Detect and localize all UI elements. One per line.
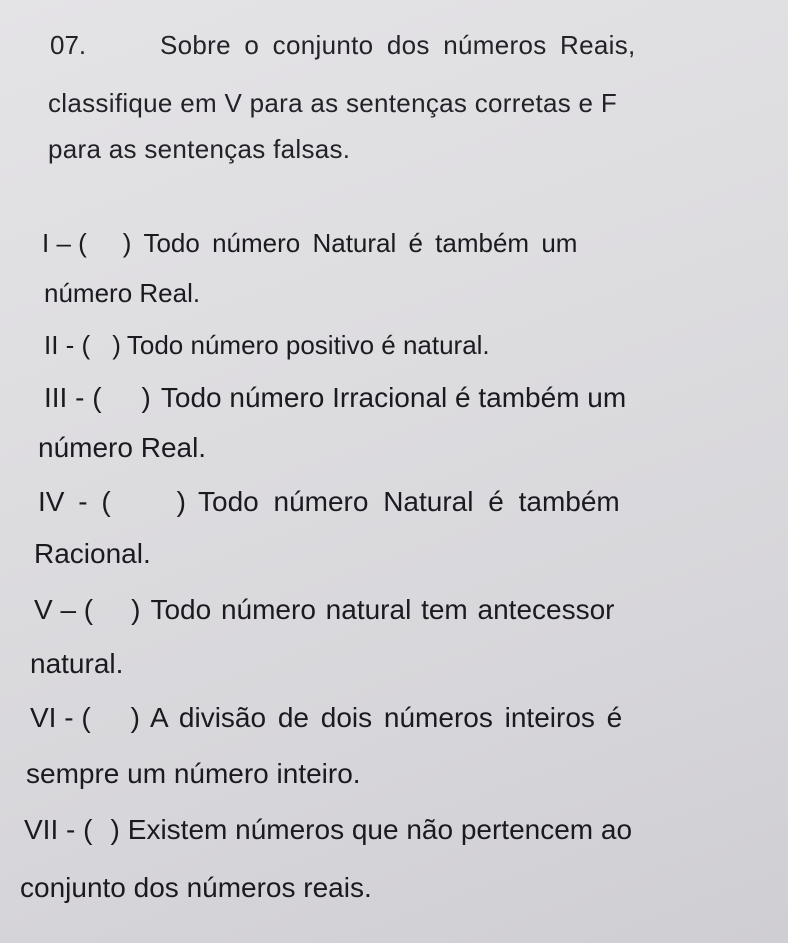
item-i-line-2: número Real. <box>44 278 201 308</box>
item-v-line-2: natural. <box>30 648 124 679</box>
question-number: 07. <box>50 30 87 60</box>
item-vi-line-2: sempre um número inteiro. <box>26 758 361 789</box>
item-vi-text: A divisão de dois números inteiros é <box>150 702 623 733</box>
item-ii-close: ) <box>112 330 121 360</box>
item-vii-line-1 <box>24 814 632 846</box>
item-i-text: Todo número Natural é também um <box>143 228 578 258</box>
item-vii-line-2: conjunto dos números reais. <box>20 872 372 903</box>
item-iv-line-1 <box>38 486 620 518</box>
item-iii-line-2: número Real. <box>38 432 207 463</box>
item-iv-close: ) <box>176 486 186 517</box>
item-iii-line-1 <box>44 382 626 414</box>
item-iv-line-2: Racional. <box>34 538 151 569</box>
item-ii-line-1 <box>44 330 490 361</box>
item-vii-marker: VII - ( <box>24 814 93 845</box>
item-iv-marker: IV - ( <box>38 486 111 517</box>
item-vii-close: ) <box>110 814 120 845</box>
question-prompt-line-2: classifique em V para as sentenças corretas e F <box>48 88 618 118</box>
item-vi-marker: VI - ( <box>30 702 91 733</box>
item-v-marker: V – ( <box>34 594 94 625</box>
item-v-close: ) <box>131 594 141 625</box>
item-i-line-1 <box>42 228 577 259</box>
item-ii-marker: II - ( <box>44 330 91 360</box>
question-prompt-line-1: Sobre o conjunto dos números Reais, <box>160 30 636 60</box>
question-prompt-line-3: para as sentenças falsas. <box>48 134 351 164</box>
item-vi-close: ) <box>130 702 140 733</box>
item-i-close: ) <box>122 228 132 258</box>
item-vi-line-1 <box>30 702 622 734</box>
item-v-text: Todo número natural tem antecessor <box>150 594 615 625</box>
item-i-marker: I – ( <box>42 228 87 258</box>
item-iii-text: Todo número Irracional é também um <box>160 382 627 413</box>
item-iii-marker: III - ( <box>44 382 102 413</box>
item-v-line-1 <box>34 594 615 626</box>
item-iii-close: ) <box>141 382 151 413</box>
item-iv-text: Todo número Natural é também <box>198 486 620 517</box>
item-ii-text: Todo número positivo é natural. <box>126 330 490 360</box>
item-vii-text: Existem números que não pertencem ao <box>127 814 633 845</box>
